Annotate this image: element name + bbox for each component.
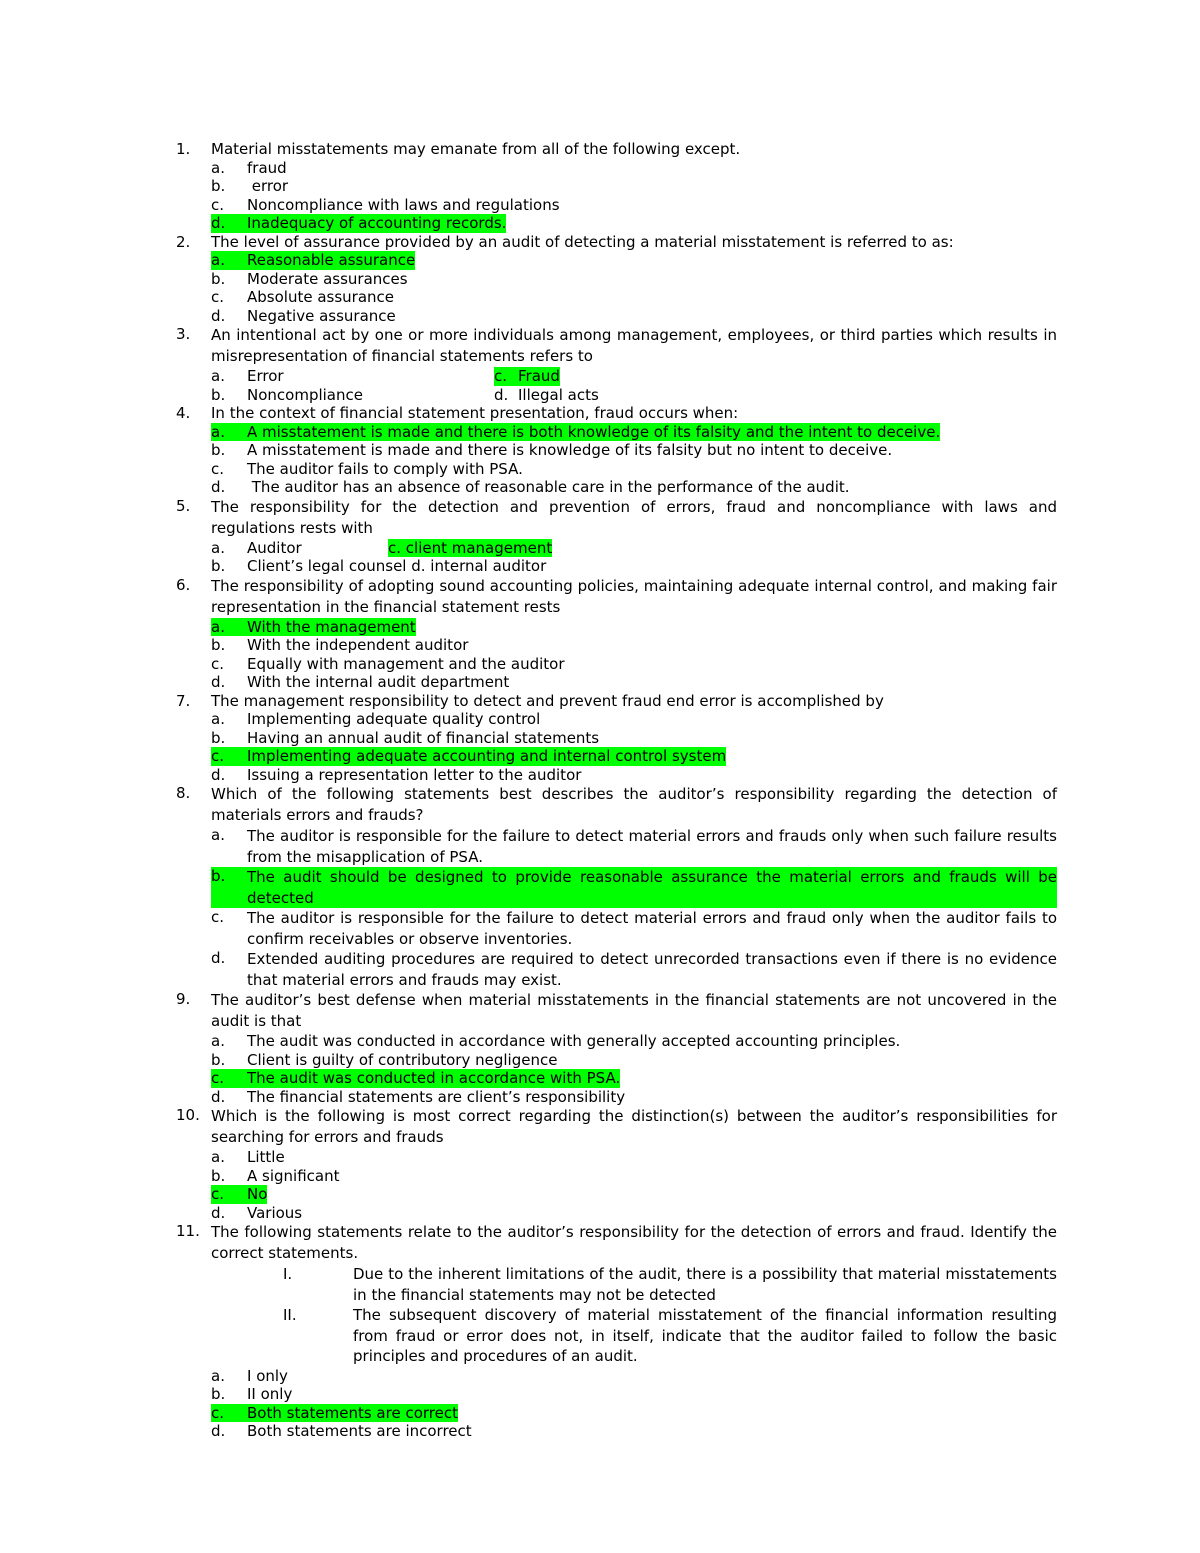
option-letter: b.	[211, 1166, 226, 1185]
question-text: The responsibility of adopting sound accounting policies, maintaining adequate internal control, and making fair representation in the financial statement rests	[211, 576, 1057, 616]
option-d	[211, 766, 1200, 785]
option-letter: c.	[211, 1403, 225, 1422]
option-text: Auditor	[247, 538, 302, 557]
option-text: The audit was conducted in accordance with PSA.	[247, 1069, 621, 1087]
option-letter: c.	[211, 908, 225, 926]
option-letter: b.	[211, 636, 226, 654]
option-text: Negative assurance	[247, 306, 396, 325]
option-text: Noncompliance	[247, 385, 363, 404]
option-c	[211, 196, 1200, 215]
option-text: A misstatement is made and there is knowledge of its falsity but no intent to deceive.	[247, 441, 893, 459]
option-letter: d.	[211, 1203, 226, 1222]
question-number: 2.	[176, 232, 191, 251]
option-a	[211, 1367, 1200, 1386]
option-d	[211, 1204, 1200, 1223]
option-text: The auditor fails to comply with PSA.	[247, 459, 523, 478]
option-c	[211, 288, 1200, 307]
question-text: The level of assurance provided by an audit of detecting a material misstatement is referred to as:	[211, 232, 954, 251]
option-row	[211, 367, 1200, 386]
option-text: Equally with management and the auditor	[247, 654, 565, 673]
option-b	[211, 270, 1200, 289]
option-letter: d.	[211, 673, 226, 691]
option-b	[211, 441, 1200, 460]
option-text: Client is guilty of contributory negligence	[247, 1050, 558, 1069]
option-a	[211, 1032, 1200, 1051]
option-text: Both statements are incorrect	[247, 1422, 472, 1440]
question-number: 7.	[176, 691, 191, 710]
option-text: Client’s legal counsel d. internal auditor	[247, 557, 547, 575]
option-letter: b.	[211, 867, 226, 885]
question-number: 5.	[176, 496, 191, 515]
option-text: A significant	[247, 1166, 340, 1185]
option-a-correct	[211, 251, 415, 270]
option-text: Both statements are correct	[247, 1403, 458, 1422]
option-a	[211, 159, 1200, 178]
statement-text: Due to the inherent limitations of the audit, there is a possibility that material misstatements in the financial statements may not be detected	[353, 1265, 1057, 1304]
option-letter: a.	[211, 1032, 225, 1050]
option-text: A misstatement is made and there is both knowledge of its falsity and the intent to deceive.	[247, 422, 941, 441]
option-row	[211, 557, 1200, 576]
option-letter: d.	[211, 949, 226, 967]
option-a	[211, 1148, 1200, 1167]
option-letter: b.	[211, 1385, 226, 1403]
question-number: 4.	[176, 404, 191, 422]
option-d	[211, 949, 1200, 990]
option-letter: c.	[494, 367, 508, 385]
option-letter: b.	[211, 269, 226, 288]
option-text: Inadequacy of accounting records.	[247, 214, 507, 232]
option-letter: d.	[211, 306, 226, 325]
option-letter: b.	[211, 177, 226, 195]
option-letter: a.	[211, 1148, 225, 1166]
option-d	[211, 673, 1200, 692]
option-d	[211, 307, 1200, 326]
option-letter: b.	[211, 728, 226, 747]
option-text: error	[247, 177, 289, 195]
question-2	[0, 233, 1200, 326]
option-a	[211, 710, 1200, 729]
option-text: Illegal acts	[518, 385, 599, 404]
option-text: The auditor has an absence of reasonable care in the performance of the audit.	[247, 478, 850, 496]
option-b	[211, 386, 494, 405]
option-text: Noncompliance with laws and regulations	[247, 195, 560, 214]
question-10	[0, 1106, 1200, 1222]
option-d	[211, 1422, 1200, 1441]
option-letter: a.	[211, 422, 225, 441]
option-letter: a.	[211, 538, 225, 557]
option-letter: b.	[211, 385, 226, 404]
option-a	[211, 539, 388, 558]
option-text: Extended auditing procedures are required to detect unrecorded transactions even if there is no evidence that material errors and frauds may exist.	[247, 950, 1057, 989]
option-a-correct	[211, 618, 416, 637]
option-text: Absolute assurance	[247, 288, 394, 306]
option-letter: d.	[211, 765, 226, 784]
question-6	[0, 576, 1200, 692]
option-letter: b.	[211, 557, 226, 575]
option-text: With the independent auditor	[247, 636, 469, 654]
option-text: The auditor is responsible for the failure to detect material errors and frauds only when such failure results from the misapplication of PSA.	[247, 827, 1057, 866]
quiz-document	[0, 140, 1200, 1441]
question-text: Which of the following statements best describes the auditor’s responsibility regarding the detection of materials errors and frauds?	[211, 785, 1057, 824]
option-letter: b.	[211, 441, 226, 459]
option-b-and-d	[211, 557, 546, 576]
question-4	[0, 404, 1200, 497]
question-number: 3.	[176, 325, 191, 343]
option-b	[211, 1167, 1200, 1186]
option-text: Little	[247, 1148, 285, 1166]
question-text: An intentional act by one or more individuals among management, employees, or third parties which results in misrepresentation of financial statements refers to	[211, 326, 1057, 365]
option-d	[494, 386, 599, 405]
option-text: Various	[247, 1203, 303, 1222]
option-c-correct	[211, 1185, 267, 1204]
option-a-correct	[211, 423, 940, 442]
option-b	[211, 636, 1200, 655]
question-1	[0, 140, 1200, 233]
option-text: The audit should be designed to provide reasonable assurance the material errors and frauds will be detected	[247, 868, 1057, 907]
question-number: 1.	[176, 140, 191, 158]
option-d-correct	[211, 214, 506, 233]
question-7	[0, 692, 1200, 785]
option-text: Implementing adequate accounting and internal control system	[247, 747, 727, 765]
option-letter: a.	[211, 826, 225, 844]
option-a	[211, 826, 1200, 867]
option-c-correct	[494, 367, 560, 386]
statement-text: The subsequent discovery of material misstatement of the financial information resulting from fraud or error does not, in itself, indicate that the auditor failed to follow the basic principles and procedures of an audit.	[353, 1306, 1057, 1365]
option-b	[211, 1051, 1200, 1070]
option-letter: c.	[211, 195, 225, 214]
option-b	[211, 729, 1200, 748]
option-c-correct	[388, 539, 552, 558]
option-text: Reasonable assurance	[247, 251, 416, 269]
option-text: I only	[247, 1366, 288, 1385]
option-a	[211, 367, 494, 386]
question-3	[0, 325, 1200, 404]
option-letter: c.	[211, 288, 225, 306]
statement-numeral: II.	[283, 1306, 297, 1324]
option-letter: a.	[211, 367, 225, 385]
question-number: 6.	[176, 575, 191, 594]
option-letter: c.	[211, 1069, 225, 1087]
question-text: The following statements relate to the auditor’s responsibility for the detection of errors and fraud. Identify the correct statements.	[211, 1223, 1057, 1262]
option-letter: c.	[211, 654, 225, 673]
statement-numeral: I.	[283, 1265, 293, 1283]
option-letter: c.	[211, 1185, 225, 1203]
option-b	[211, 1385, 1200, 1404]
option-c	[211, 460, 1200, 479]
option-letter: b.	[211, 1050, 226, 1069]
option-letter: c.	[211, 747, 225, 765]
option-c	[211, 655, 1200, 674]
option-c-correct	[211, 1069, 620, 1088]
option-c	[211, 908, 1200, 949]
question-5	[0, 497, 1200, 576]
statement-ii	[283, 1305, 1200, 1367]
question-text: In the context of financial statement presentation, fraud occurs when:	[211, 404, 739, 422]
option-b	[211, 177, 1200, 196]
option-text: Moderate assurances	[247, 269, 408, 288]
option-letter: c.	[211, 459, 225, 478]
option-letter: d.	[211, 1087, 226, 1106]
statement-i	[283, 1264, 1200, 1305]
option-letter: d.	[494, 385, 509, 404]
question-text: The responsibility for the detection and prevention of errors, fraud and noncompliance with laws and regulations rests with	[211, 497, 1057, 537]
option-text: c. client management	[388, 538, 553, 557]
option-b-correct	[211, 867, 1057, 908]
option-text: Implementing adequate quality control	[247, 710, 541, 728]
question-number: 9.	[176, 990, 191, 1008]
option-d	[211, 1088, 1200, 1107]
question-text: Material misstatements may emanate from all of the following except.	[211, 140, 741, 158]
option-row	[211, 386, 1200, 405]
option-text: II only	[247, 1385, 293, 1403]
option-letter: a.	[211, 617, 225, 636]
option-letter: d.	[211, 1422, 226, 1440]
option-text: Issuing a representation letter to the auditor	[247, 765, 582, 784]
option-c-correct	[211, 1404, 458, 1423]
question-text: The management responsibility to detect and prevent fraud end error is accomplished by	[211, 691, 884, 710]
option-row	[211, 539, 1200, 558]
option-text: Error	[247, 367, 284, 385]
question-number: 11.	[176, 1222, 200, 1240]
option-letter: d.	[211, 214, 226, 232]
question-11	[0, 1222, 1200, 1441]
option-text: No	[247, 1185, 268, 1203]
option-text: Having an annual audit of financial statements	[247, 728, 600, 747]
option-letter: a.	[211, 251, 225, 269]
option-c-correct	[211, 747, 726, 766]
option-d	[211, 478, 1200, 497]
question-9	[0, 990, 1200, 1106]
option-text: With the internal audit department	[247, 673, 510, 691]
option-letter: a.	[211, 158, 225, 177]
question-number: 8.	[176, 784, 191, 802]
option-text: The audit was conducted in accordance with generally accepted accounting principles.	[247, 1032, 901, 1050]
question-text: The auditor’s best defense when material misstatements in the financial statements are not uncovered in the audit is that	[211, 991, 1057, 1030]
option-text: Fraud	[518, 367, 560, 385]
question-8	[0, 784, 1200, 990]
option-text: The financial statements are client’s responsibility	[247, 1087, 626, 1106]
option-text: fraud	[247, 158, 287, 177]
option-letter: a.	[211, 710, 225, 728]
option-letter: a.	[211, 1366, 225, 1385]
question-text: Which is the following is most correct regarding the distinction(s) between the auditor’s responsibilities for searching for errors and frauds	[211, 1107, 1057, 1146]
option-letter: d.	[211, 478, 226, 496]
option-text: The auditor is responsible for the failure to detect material errors and fraud only when the auditor fails to confirm receivables or observe inventories.	[247, 909, 1057, 948]
option-text: With the management	[247, 617, 416, 636]
question-number: 10.	[176, 1106, 200, 1124]
